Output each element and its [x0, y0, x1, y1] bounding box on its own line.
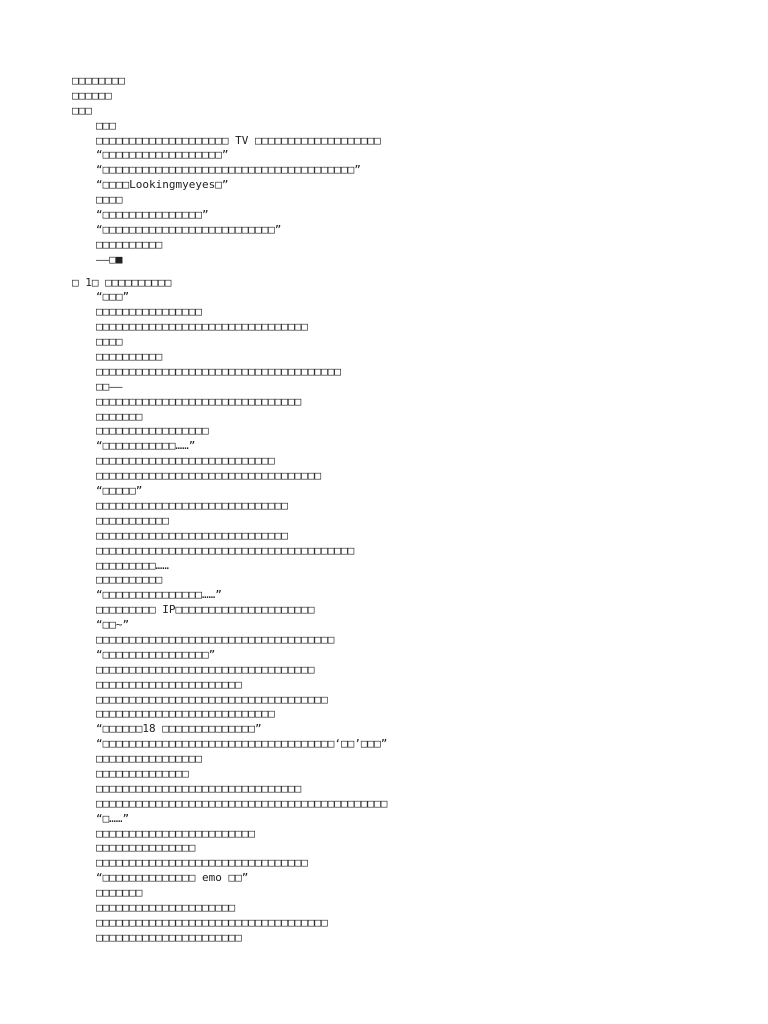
chapter-line: □□□□□□□□□□□□□□□□□□□□□□□□□□□□□□□□□□□: [96, 692, 328, 706]
chapter-line: “□□□”: [96, 290, 130, 304]
front-line: “□□□□□□□□□□□□□□□□□□□□□□□□□□”: [96, 222, 282, 236]
front-line: □□□□: [96, 193, 123, 207]
chapter-line: □□□□□□□□□□□□□□□□□□□□□□□□□□□□□□□□□□□□□: [96, 364, 342, 378]
chapter-line: □□□□□□□□□□□□□□□□□□□□□□□□□□□□□□□□□□□□□□□□□□□□: [96, 796, 388, 810]
chapter-line: □□□□□□□□□□□□□□□□□□□□□□□□□□□□□□□□□□□□□□□: [96, 543, 355, 557]
chapter-line: □□□□□□□□□□□□□□□: [96, 841, 196, 855]
front-matter: [72, 74, 752, 268]
chapter-line: □□□□□□□□□□□□□□□□□□□□□□□□□□□□□□□□□□□: [96, 915, 328, 929]
chapter-line: □□□□□□□□□……: [96, 558, 169, 572]
front-line: “□□□□□□□□□□□□□□□□□□□□□□□□□□□□□□□□□□□□□□”: [96, 163, 361, 177]
chapter-line: “□□□□□□18 □□□□□□□□□□□□□□”: [96, 722, 262, 736]
front-line: □□□□□□: [72, 88, 112, 102]
chapter-line: □□□□□□□□□□□□□□□□□□□□□□□□□□□□□□□: [96, 781, 302, 795]
front-line: □□□□□□□□□□: [96, 237, 163, 251]
front-line: “□□□□Lookingmyeyes□”: [96, 178, 229, 192]
chapter-line: “□□□□□□□□□□□□□□□□”: [96, 647, 216, 661]
chapter-line: “□□□□□□□□□□□□□□□……”: [96, 588, 222, 602]
document-page: [72, 74, 752, 946]
chapter-line: □□□□□□□□□□□□□□□□□□□□□□□□□□□: [96, 454, 275, 468]
chapter-line: □□□□□□□□□□□□□□□□□□□□□□□□□□□□□□□: [96, 394, 302, 408]
chapter-line: □□□□□□□□□□□□□□□□□□□□□□□□□□□□□: [96, 528, 289, 542]
chapter-line: □□□□□□□□□□□□□□□□□□□□□□□□□□□□□□□□: [96, 320, 308, 334]
chapter-line: □□□□□□□□□□□□□□: [96, 766, 189, 780]
chapter-line: □□□□: [96, 335, 123, 349]
chapter-line: □□□□□□□: [96, 886, 143, 900]
front-line: ——□■: [96, 252, 123, 266]
chapter-line: □□——: [96, 379, 123, 393]
chapter-line: □□□□□□□□□□: [96, 573, 163, 587]
chapter-line: □□□□□□□□□□□□□□□□□: [96, 424, 209, 438]
front-line: □□□□□□□□: [72, 74, 125, 87]
chapter-line: □□□□□□□□□□□□□□□□□□□□□: [96, 900, 236, 914]
chapter-line: □□□□□□□□□□: [96, 350, 163, 364]
chapter-line: “□□□□□□□□□□□……”: [96, 439, 196, 453]
front-line: □□□: [96, 118, 116, 132]
front-line: □□□: [72, 103, 92, 117]
chapter-line: □□□□□□□: [96, 409, 143, 423]
chapter-line: □□□□□□□□□□□□□□□□□□□□□□□□□□□□□□□□□□□□: [96, 632, 335, 646]
chapter-line: □□□□□□□□□□□□□□□□□□□□□□: [96, 677, 242, 691]
chapter-line: □□□□□□□□□□□□□□□□□□□□□□□□□□□□□: [96, 498, 289, 512]
chapter-line: □□□□□□□□□□□□□□□□□□□□□□: [96, 930, 242, 944]
section-gap: [72, 268, 752, 276]
chapter-line: □□□□□□□□□□□□□□□□: [96, 752, 202, 766]
chapter-line: “□……”: [96, 811, 130, 825]
chapter-line: “□□□□□□□□□□□□□□ emo □□”: [96, 871, 249, 885]
chapter-line: □□□□□□□□□□□□□□□□□□□□□□□□□□□: [96, 707, 275, 721]
chapter-line: “□□□□□”: [96, 484, 143, 498]
chapter-line: □□□□□□□□□□□□□□□□□□□□□□□□□□□□□□□□: [96, 856, 308, 870]
chapter-line: □□□□□□□□□ IP□□□□□□□□□□□□□□□□□□□□□: [96, 603, 315, 617]
chapter-line: □□□□□□□□□□□□□□□□□□□□□□□□: [96, 826, 255, 840]
front-line: □□□□□□□□□□□□□□□□□□□□ TV □□□□□□□□□□□□□□□□□□□: [96, 133, 381, 147]
front-line: “□□□□□□□□□□□□□□□□□□”: [96, 148, 229, 162]
chapter-line: □□□□□□□□□□□□□□□□□□□□□□□□□□□□□□□□□□: [96, 469, 322, 483]
chapter-line: □□□□□□□□□□□□□□□□: [96, 305, 202, 319]
chapter-line: □□□□□□□□□□□□□□□□□□□□□□□□□□□□□□□□□: [96, 662, 315, 676]
chapter-line: “□□~”: [96, 618, 130, 632]
chapter-1: [72, 276, 752, 946]
chapter-line: □□□□□□□□□□□: [96, 513, 169, 527]
chapter-line: “□□□□□□□□□□□□□□□□□□□□□□□□□□□□□□□□□□□‘□□’□□□”: [96, 737, 388, 751]
chapter-line: □ 1□ □□□□□□□□□□: [72, 275, 172, 289]
front-line: “□□□□□□□□□□□□□□□”: [96, 208, 209, 222]
